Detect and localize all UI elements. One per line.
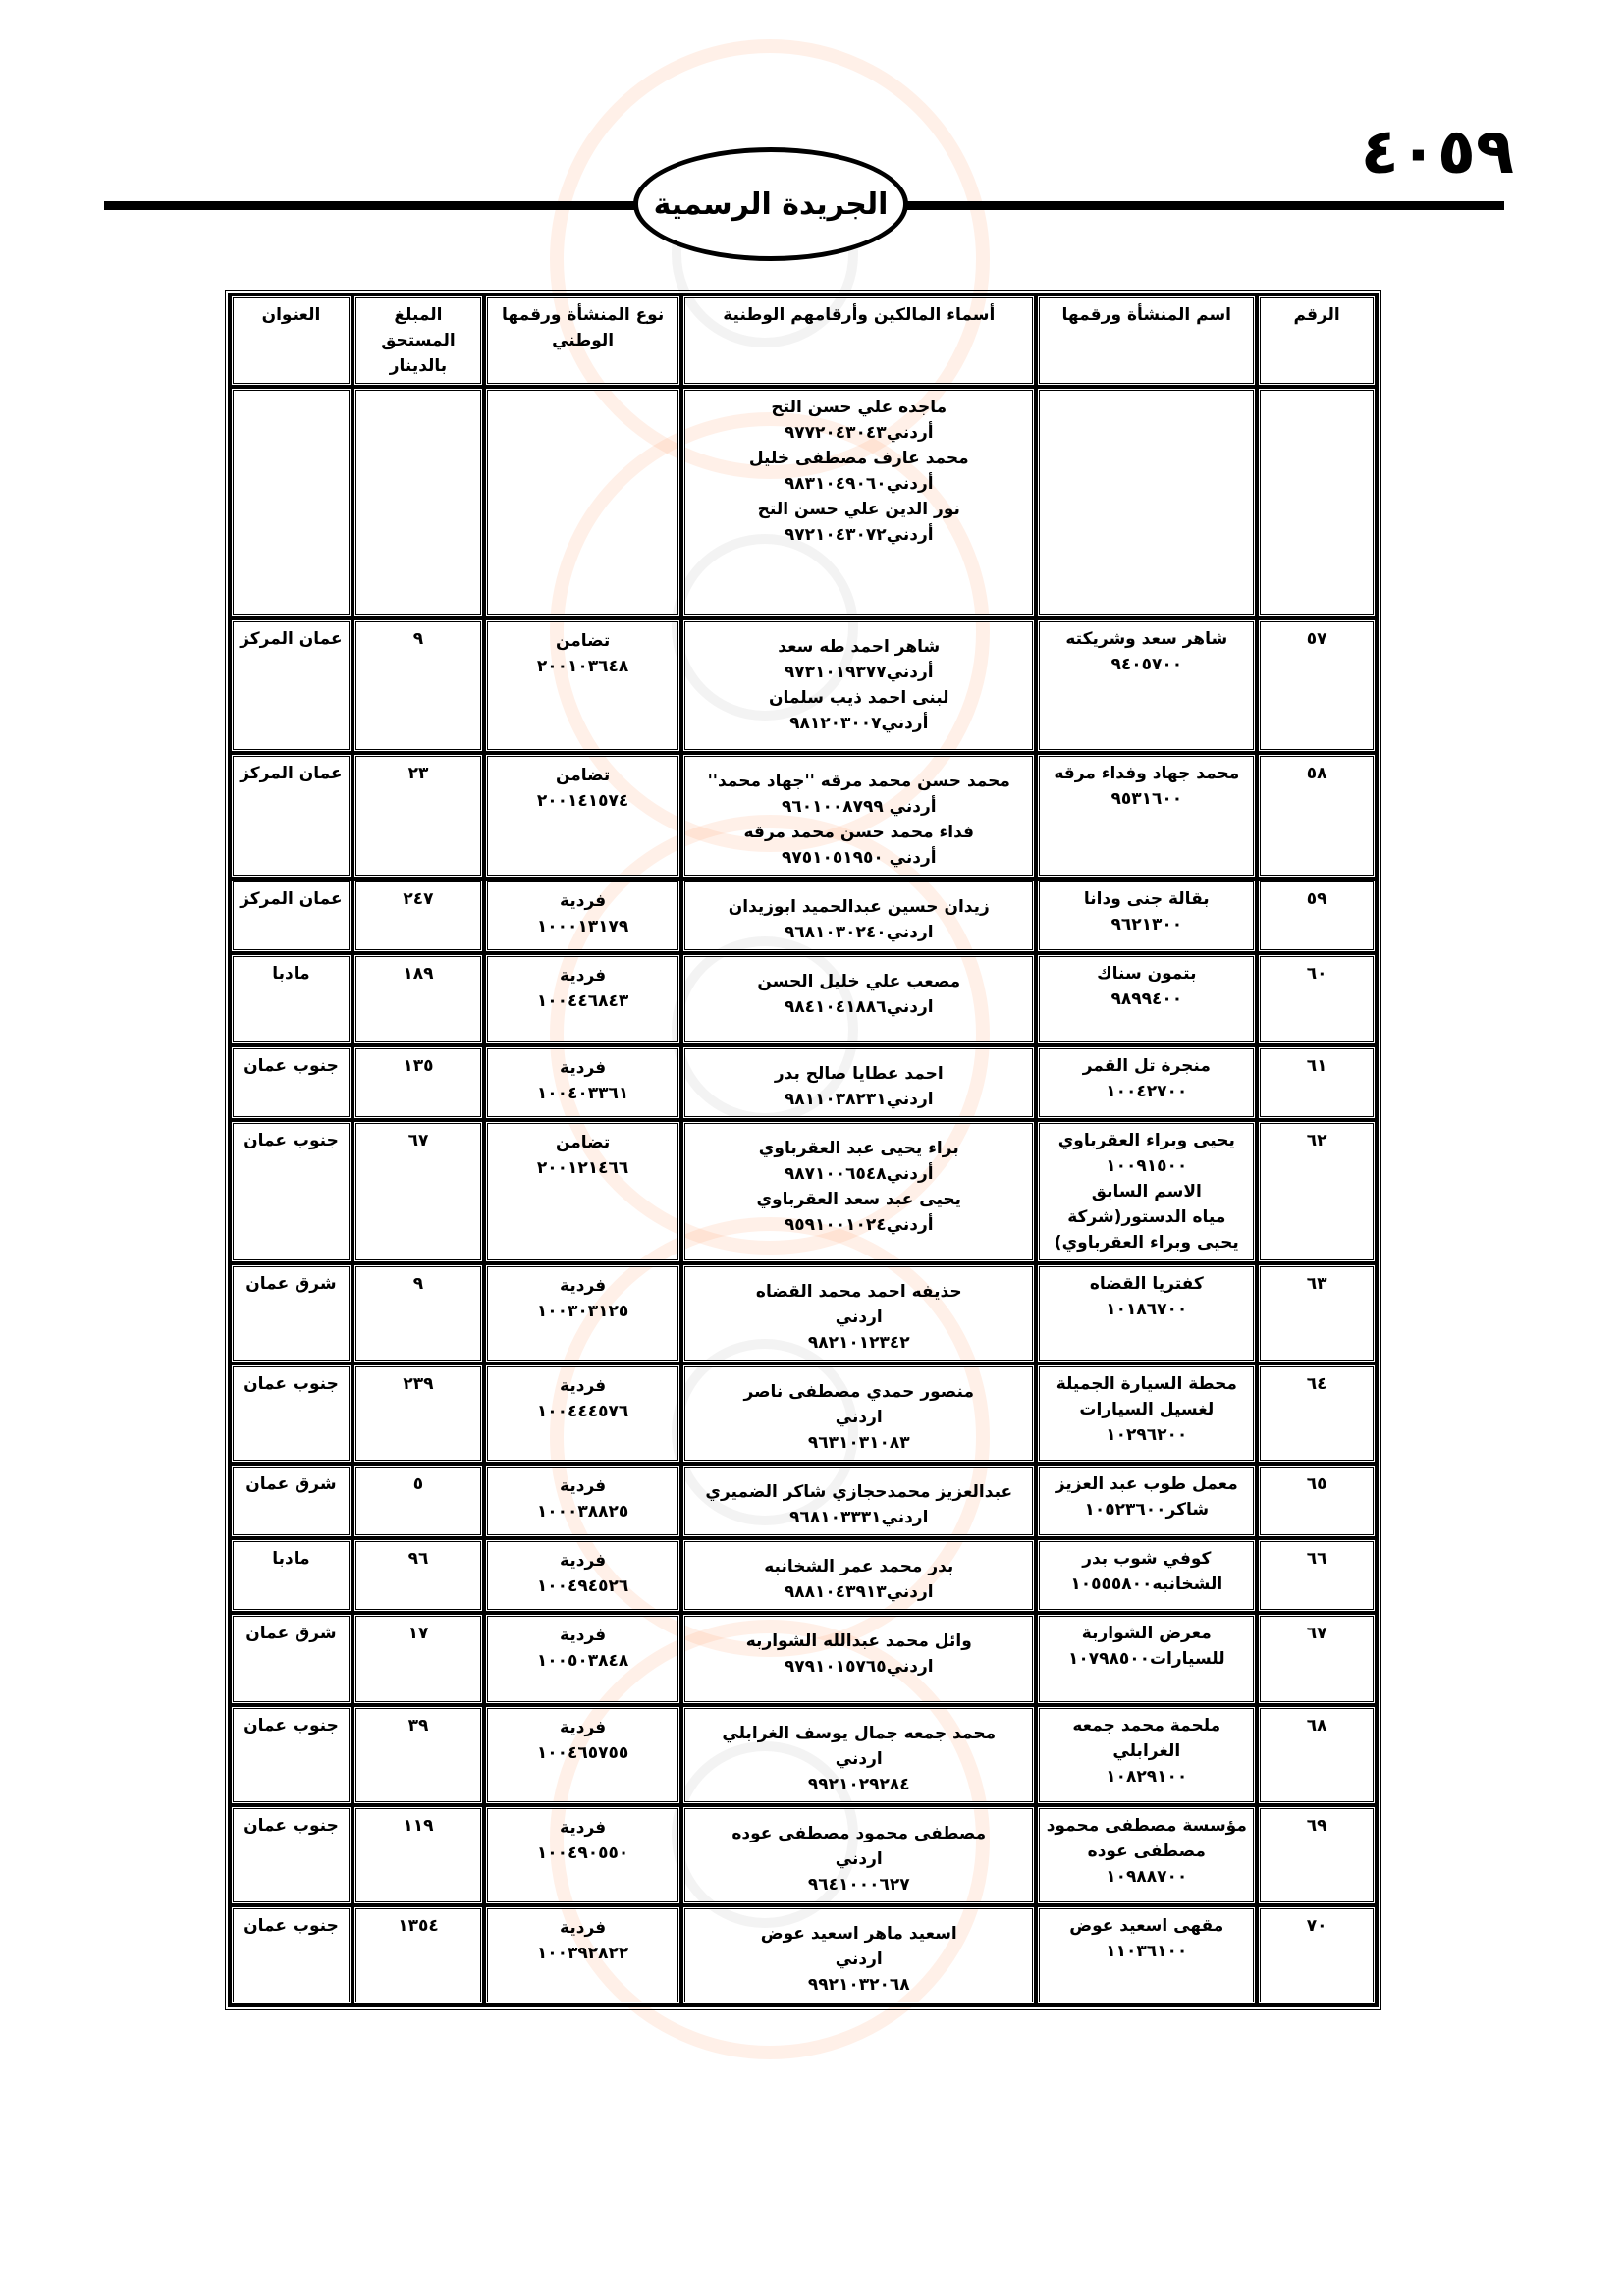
cell-num: ٦٧: [1257, 1613, 1377, 1705]
cell-name: [1036, 1705, 1257, 1805]
type-line: ١٠٠٤٠٣٣٦١: [536, 1084, 629, 1103]
cell-amount: ٩: [352, 1263, 484, 1363]
name-line: ١٠٠٤٢٧٠٠: [1106, 1082, 1188, 1101]
cell-num: ٦٢: [1257, 1120, 1377, 1263]
cell-address: [230, 387, 352, 618]
cell-amount: ٢٣٩: [352, 1363, 484, 1464]
cell-type: [484, 1613, 681, 1705]
cell-name: [1036, 1363, 1257, 1464]
cell-amount: ١٣٥: [352, 1045, 484, 1120]
type-line: ١٠٠٠١٣١٧٩: [536, 917, 629, 936]
type-line: ١٠٠٣٩٢٨٢٢: [536, 1944, 629, 1963]
cell-amount: ٦٧: [352, 1120, 484, 1263]
registry-table: [228, 293, 1379, 2007]
type-line: فردية: [560, 1718, 607, 1737]
type-line: ١٠٠٥٠٣٨٤٨: [536, 1651, 629, 1671]
owners-line: اردني: [835, 1408, 883, 1427]
owners-line: شاهر احمد طه سعد: [778, 637, 941, 657]
owners-line: زيدان حسين عبدالحميد ابوزيدان: [728, 897, 990, 917]
name-line: محمد جهاد وفداء مرقه: [1054, 764, 1240, 783]
type-line: فردية: [560, 1551, 607, 1571]
type-line: ١٠٠٤٩٤٥٢٦: [536, 1576, 629, 1596]
cell-type: [484, 1705, 681, 1805]
name-line: ١١٠٣٦١٠٠: [1106, 1942, 1188, 1961]
cell-name: [1036, 879, 1257, 953]
name-line: ملحمة محمد جمعه الغرابلي: [1072, 1716, 1221, 1761]
cell-address: جنوب عمان: [230, 1905, 352, 2005]
owners-line: اردني٩٧٩١٠١٥٧٦٥: [784, 1657, 934, 1677]
owners-line: اردني٩٦٨١٠٣٠٢٤٠: [784, 923, 934, 942]
header-name: اسم المنشأة ورقمها: [1036, 294, 1257, 387]
table-row: [230, 1464, 1377, 1538]
owners-line: محمد حسن محمد مرقه ''جهاد محمد'': [707, 772, 1010, 791]
type-line: فردية: [560, 1918, 607, 1938]
table-row: [230, 1613, 1377, 1705]
cell-address: عمان المركز: [230, 879, 352, 953]
cell-address: عمان المركز: [230, 618, 352, 753]
type-line: ١٠٠٤٦٥٧٥٥: [536, 1743, 629, 1763]
name-line: مصطفى عوده: [1087, 1842, 1206, 1861]
cell-type: [484, 1363, 681, 1464]
cell-amount: [352, 387, 484, 618]
type-line: ٢٠٠١٢١٤٦٦: [536, 1158, 629, 1178]
owners-line: اردني: [835, 1849, 883, 1869]
name-line: منجرة تل القمر: [1082, 1056, 1211, 1076]
cell-owners: [681, 387, 1036, 618]
owners-line: حذيفه احمد محمد القضاه: [755, 1282, 962, 1302]
cell-owners: [681, 1120, 1036, 1263]
cell-type: [484, 618, 681, 753]
cell-name: [1036, 1905, 1257, 2005]
cell-name: [1036, 1613, 1257, 1705]
table-row: [230, 753, 1377, 879]
cell-type: [484, 1905, 681, 2005]
cell-owners: [681, 1613, 1036, 1705]
cell-num: ٦٤: [1257, 1363, 1377, 1464]
type-line: فردية: [560, 1376, 607, 1396]
name-line: لغسيل السيارات: [1079, 1400, 1215, 1419]
cell-amount: ١٣٥٤: [352, 1905, 484, 2005]
owners-line: أردني٩٧٧٢٠٤٣٠٤٣: [784, 423, 934, 443]
table-row: [230, 1263, 1377, 1363]
owners-line: منصور حمدي مصطفى ناصر: [743, 1382, 975, 1402]
cell-address: جنوب عمان: [230, 1363, 352, 1464]
cell-type: [484, 753, 681, 879]
type-line: فردية: [560, 1058, 607, 1078]
cell-type: [484, 1120, 681, 1263]
header-amount: المبلغ المستحق بالدينار: [352, 294, 484, 387]
table-header-row: [230, 294, 1377, 387]
owners-line: محمد جمعه جمال يوسف الغرابلي: [722, 1724, 997, 1743]
cell-name: [1036, 1263, 1257, 1363]
name-line: معرض الشواربة: [1081, 1624, 1212, 1643]
cell-name: [1036, 953, 1257, 1045]
table-row: [230, 1045, 1377, 1120]
owners-line: عبدالعزيز محمدحجازي شاكر الضميري: [705, 1482, 1013, 1502]
cell-type: [484, 953, 681, 1045]
table-row: [230, 953, 1377, 1045]
name-line: ١٠٢٩٦٢٠٠: [1106, 1425, 1188, 1445]
owners-line: نور الدين علي حسن التح: [757, 500, 960, 519]
cell-address: جنوب عمان: [230, 1705, 352, 1805]
name-line: ٩٦٢١٣٠٠: [1110, 915, 1183, 934]
name-line: بتمون سناك: [1097, 964, 1197, 984]
owners-line: أردني ٩٦٠١٠٠٨٧٩٩: [781, 797, 937, 817]
owners-line: أردني٩٨٣١٠٤٩٠٦٠: [784, 474, 934, 494]
cell-amount: ١٨٩: [352, 953, 484, 1045]
owners-line: وائل محمد عبدالله الشواربه: [745, 1631, 972, 1651]
owners-line: ٩٦٤١٠٠٠٦٢٧: [807, 1875, 910, 1895]
cell-address: مادبا: [230, 1538, 352, 1613]
owners-line: اردني: [835, 1749, 883, 1769]
cell-owners: [681, 953, 1036, 1045]
cell-type: [484, 1464, 681, 1538]
owners-line: اسعيد ماهر اسعيد عوض: [760, 1924, 957, 1944]
cell-amount: ١٧: [352, 1613, 484, 1705]
owners-line: لبنى احمد ذيب سلمان: [768, 688, 949, 708]
table-row: [230, 879, 1377, 953]
name-line: كوفي شوب بدر: [1082, 1549, 1212, 1569]
name-line: بقالة جنى ودانا: [1083, 889, 1210, 909]
cell-name: [1036, 1805, 1257, 1905]
owners-line: محمد عارف مصطفى خليل: [748, 449, 969, 468]
cell-address: شرق عمان: [230, 1263, 352, 1363]
type-line: ٢٠٠١٤١٥٧٤: [536, 791, 629, 811]
cell-address: جنوب عمان: [230, 1805, 352, 1905]
name-line: الاسم السابق: [1091, 1182, 1202, 1201]
cell-type: [484, 1805, 681, 1905]
table-row: [230, 1905, 1377, 2005]
cell-owners: [681, 1805, 1036, 1905]
owners-line: أردني٩٨٧١٠٠٦٥٤٨: [784, 1164, 934, 1184]
cell-owners: [681, 1538, 1036, 1613]
name-line: ٩٥٣١٦٠٠: [1110, 789, 1183, 809]
table-row: [230, 1705, 1377, 1805]
name-line: كفتريا القضاه: [1089, 1274, 1204, 1294]
cell-num: ٦١: [1257, 1045, 1377, 1120]
type-line: فردية: [560, 1818, 607, 1838]
owners-line: براء يحيى عبد العقرباوي: [758, 1139, 959, 1158]
cell-num: ٦٣: [1257, 1263, 1377, 1363]
cell-owners: [681, 1905, 1036, 2005]
owners-line: اردني٩٨١١٠٣٨٢٣١: [784, 1090, 934, 1109]
header-address: العنوان: [230, 294, 352, 387]
name-line: يحيى وبراء العقرباوي: [1057, 1131, 1235, 1150]
cell-amount: ٩: [352, 618, 484, 753]
name-line: يحيى وبراء العقرباوي): [1054, 1233, 1239, 1253]
owners-line: أردني٩٧٢١٠٤٣٠٧٢: [784, 525, 934, 545]
cell-address: عمان المركز: [230, 753, 352, 879]
cell-name: [1036, 1538, 1257, 1613]
cell-num: ٦٩: [1257, 1805, 1377, 1905]
cell-type: [484, 387, 681, 618]
name-line: للسيارات١٠٧٩٨٥٠٠: [1067, 1649, 1225, 1669]
name-line: معمل طوب عبد العزيز: [1055, 1474, 1238, 1494]
cell-owners: [681, 1045, 1036, 1120]
cell-num: [1257, 387, 1377, 618]
cell-name: [1036, 618, 1257, 753]
name-line: مقهى اسعيد عوض: [1069, 1916, 1224, 1936]
header-type: نوع المنشأة ورقمها الوطني: [484, 294, 681, 387]
name-line: ١٠٠٩١٥٠٠: [1106, 1156, 1188, 1176]
cell-num: ٥٧: [1257, 618, 1377, 753]
cell-num: ٦٦: [1257, 1538, 1377, 1613]
owners-line: أردني ٩٧٥١٠٥١٩٥٠: [781, 848, 937, 868]
cell-amount: ٥: [352, 1464, 484, 1538]
name-line: ١٠٨٢٩١٠٠: [1106, 1767, 1188, 1787]
type-line: فردية: [560, 966, 607, 986]
owners-line: أردني٩٨١٢٠٣٠٠٧: [789, 714, 929, 733]
cell-num: ٥٩: [1257, 879, 1377, 953]
name-line: مؤسسة مصطفى محمود: [1046, 1816, 1247, 1836]
table-body: [230, 387, 1377, 2005]
cell-type: [484, 1045, 681, 1120]
owners-line: مصعب علي خليل الحسن: [757, 972, 961, 991]
type-line: فردية: [560, 1476, 607, 1496]
name-line: ٩٤٠٥٧٠٠: [1110, 655, 1183, 674]
type-line: ١٠٠٤٤٦٨٤٣: [536, 991, 629, 1011]
owners-line: اردني٩٨٨١٠٤٣٩١٣: [784, 1582, 934, 1602]
cell-amount: ٩٦: [352, 1538, 484, 1613]
cell-num: ٥٨: [1257, 753, 1377, 879]
cell-name: [1036, 1464, 1257, 1538]
cell-type: [484, 1263, 681, 1363]
cell-amount: ٢٤٧: [352, 879, 484, 953]
cell-type: [484, 879, 681, 953]
owners-line: ٩٨٢١٠١٢٣٤٢: [807, 1333, 910, 1353]
name-line: ١٠٩٨٨٧٠٠: [1106, 1867, 1188, 1887]
name-line: ١٠١٨٦٧٠٠: [1106, 1300, 1188, 1319]
table-row: [230, 1363, 1377, 1464]
owners-line: ٩٩٢١٠٣٢٠٦٨: [807, 1975, 910, 1995]
type-line: فردية: [560, 1626, 607, 1645]
cell-owners: [681, 1363, 1036, 1464]
cell-num: ٦٥: [1257, 1464, 1377, 1538]
name-line: محطة السيارة الجميلة: [1056, 1374, 1237, 1394]
cell-owners: [681, 618, 1036, 753]
type-line: تضامن: [555, 1133, 611, 1152]
owners-line: اردني: [835, 1949, 883, 1969]
table-row: [230, 618, 1377, 753]
name-line: مياه الدستور(شركة: [1067, 1207, 1226, 1227]
cell-name: [1036, 753, 1257, 879]
cell-address: شرق عمان: [230, 1613, 352, 1705]
cell-num: ٦٠: [1257, 953, 1377, 1045]
cell-name: [1036, 1045, 1257, 1120]
owners-line: بدر محمد عمر الشخانبه: [764, 1557, 954, 1576]
type-line: ١٠٠٠٣٨٨٢٥: [536, 1502, 629, 1522]
type-line: ١٠٠٣٠٣١٢٥: [536, 1302, 629, 1321]
cell-address: مادبا: [230, 953, 352, 1045]
header-owners: أسماء المالكين وأرقامهم الوطنية: [681, 294, 1036, 387]
gazette-title: الجريدة الرسمية: [633, 147, 908, 261]
table-row: [230, 387, 1377, 618]
owners-line: ٩٦٣١٠٣١٠٨٣: [807, 1433, 910, 1453]
type-line: ٢٠٠١٠٣٦٤٨: [536, 657, 629, 676]
cell-owners: [681, 1705, 1036, 1805]
owners-line: اردني: [835, 1308, 883, 1327]
owners-line: اردني٩٨٤١٠٤١٨٨٦: [784, 997, 934, 1017]
type-line: تضامن: [555, 766, 611, 785]
cell-name: [1036, 387, 1257, 618]
cell-type: [484, 1538, 681, 1613]
owners-line: مصطفى محمود مصطفى عوده: [731, 1824, 987, 1843]
owners-line: ٩٩٢١٠٢٩٢٨٤: [807, 1775, 910, 1794]
type-line: ١٠٠٤٩٠٥٥٠: [536, 1843, 629, 1863]
cell-amount: ١١٩: [352, 1805, 484, 1905]
owners-line: أردني٩٧٣١٠١٩٣٧٧: [784, 663, 934, 682]
cell-amount: ٢٣: [352, 753, 484, 879]
cell-num: ٦٨: [1257, 1705, 1377, 1805]
table-row: [230, 1805, 1377, 1905]
cell-amount: ٣٩: [352, 1705, 484, 1805]
cell-owners: [681, 753, 1036, 879]
cell-num: ٧٠: [1257, 1905, 1377, 2005]
cell-owners: [681, 879, 1036, 953]
page-number: ٤٠٥٩: [1360, 116, 1514, 188]
cell-address: شرق عمان: [230, 1464, 352, 1538]
type-line: تضامن: [555, 631, 611, 651]
cell-name: [1036, 1120, 1257, 1263]
cell-owners: [681, 1263, 1036, 1363]
owners-line: يحيى عبد سعد العقرباوي: [756, 1190, 962, 1209]
owners-line: فداء محمد حسن محمد مرقه: [743, 823, 975, 842]
name-line: ٩٨٩٩٤٠٠: [1110, 989, 1183, 1009]
name-line: شاهر سعد وشريكته: [1065, 629, 1228, 649]
owners-line: احمد عطايا صالح بدر: [774, 1064, 944, 1084]
owners-line: اردني٩٦٨١٠٣٣٣١: [789, 1508, 929, 1527]
cell-address: جنوب عمان: [230, 1045, 352, 1120]
owners-line: أردني٩٥٩١٠٠١٠٢٤: [784, 1215, 934, 1235]
cell-address: جنوب عمان: [230, 1120, 352, 1263]
name-line: شاكر١٠٥٢٣٦٠٠: [1084, 1500, 1210, 1520]
name-line: الشخانبه١٠٥٥٥٨٠٠: [1070, 1575, 1223, 1594]
table-row: [230, 1120, 1377, 1263]
type-line: فردية: [560, 891, 607, 911]
header-num: الرقم: [1257, 294, 1377, 387]
type-line: فردية: [560, 1276, 607, 1296]
type-line: ١٠٠٤٤٤٥٧٦: [536, 1402, 629, 1421]
table-row: [230, 1538, 1377, 1613]
owners-line: ماجده علي حسن التح: [771, 398, 947, 417]
cell-owners: [681, 1464, 1036, 1538]
